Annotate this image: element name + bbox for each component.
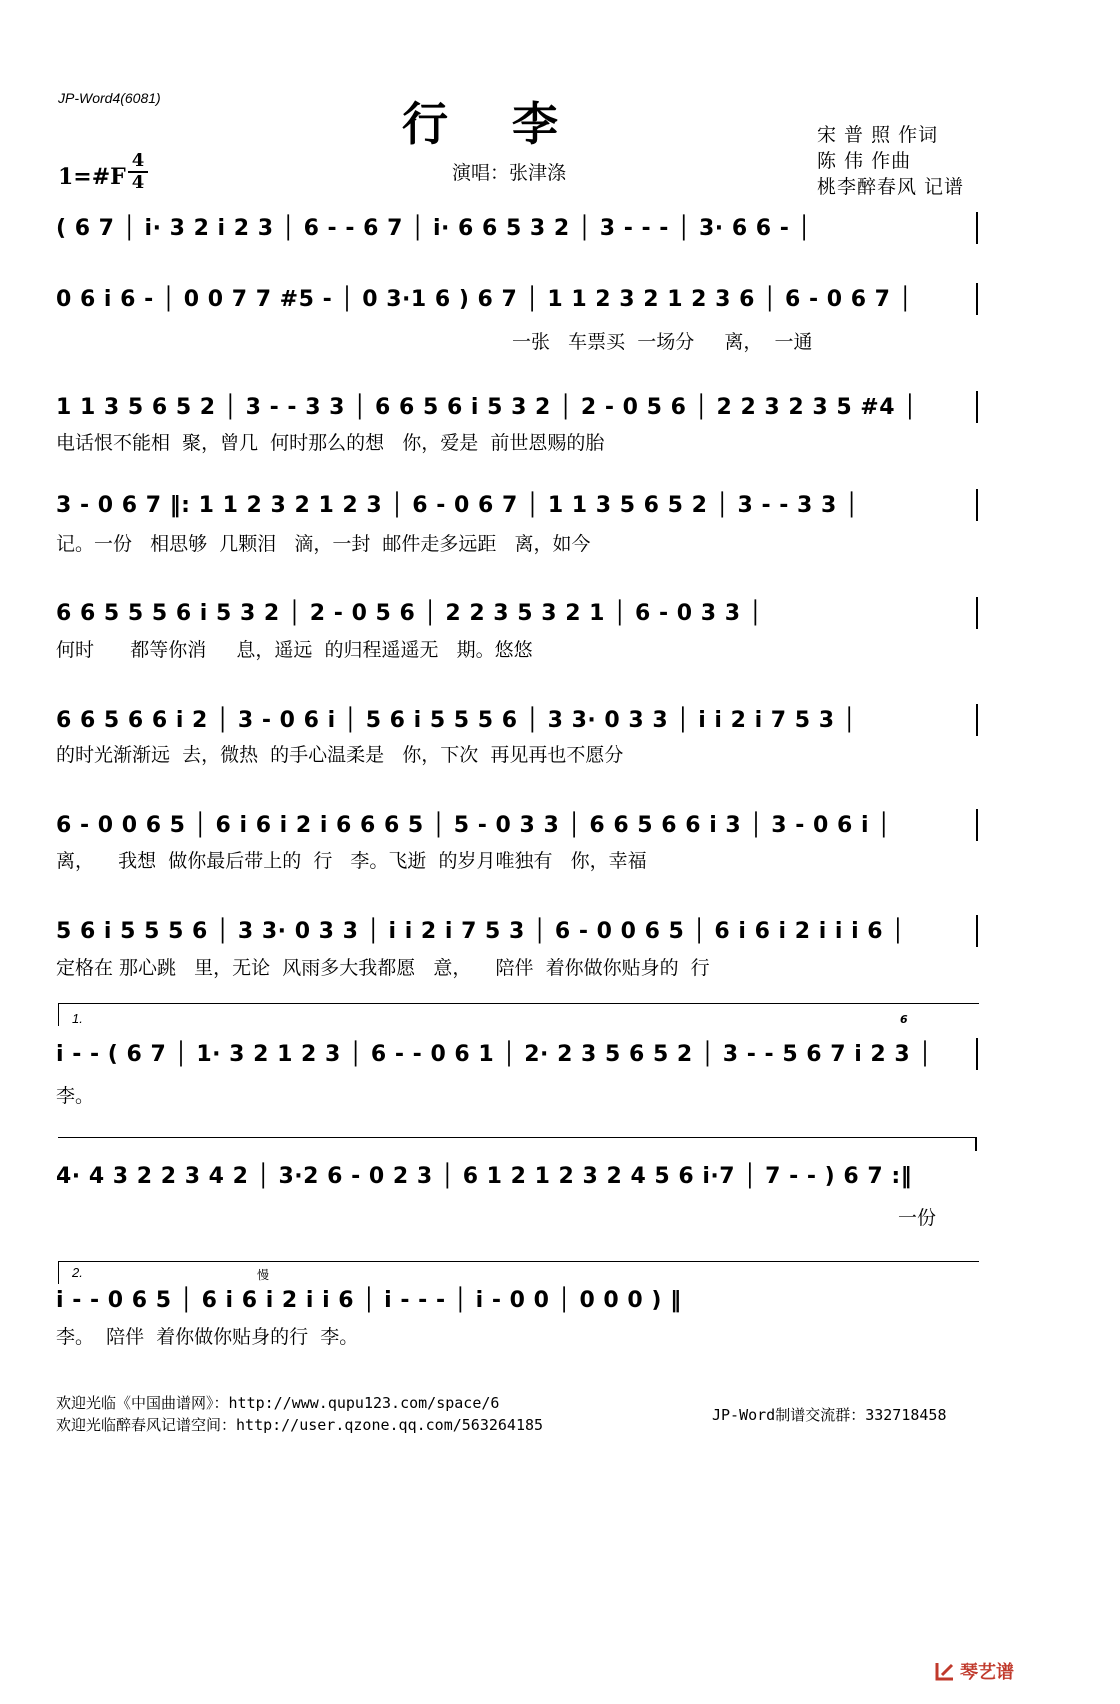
- lyrics-line-7: 离， 我想 做你最后带上的 行 李。飞逝 的岁月唯独有 你，幸福: [56, 850, 647, 872]
- transcriber-credit: 桃李醉春风 记谱: [817, 176, 965, 198]
- lyrics-line-5: 何时 都等你消 息，遥远 的归程遥遥无 期。悠悠: [56, 639, 533, 661]
- key-signature: 1=#F: [58, 164, 126, 190]
- watermark-logo: [934, 1658, 1014, 1684]
- page-title: 行李: [402, 97, 622, 151]
- volta-bracket-1-continued: [58, 1137, 976, 1138]
- lyrics-line-2: 一张 车票买 一场分 离， 一通: [512, 331, 813, 353]
- footer-link-2: 欢迎光临醉春风记谱空间：http://user.qzone.qq.com/563264185: [56, 1416, 544, 1434]
- score-system-1: ( 6 7 │ i· 3 2 i 2 3 │ 6 - - 6 7 │ i· 6 6 5 3 2 │ 3 - - - │ 3· 6 6 - │: [56, 216, 812, 241]
- score-system-2: 0 6 i 6 - │ 0 0 7 7 #5 - │ 0 3·1 6 ) 6 7 │ 1 1 2 3 2 1 2 3 6 │ 6 - 0 6 7 │: [56, 287, 913, 312]
- lyricist-credit: 宋 普 照 作词: [817, 124, 939, 146]
- barline: [976, 391, 978, 423]
- software-tag: JP-Word4(6081): [58, 90, 161, 106]
- barline: [976, 489, 978, 521]
- lyrics-line-4: 记。一份 相思够 几颗泪 滴，一封 邮件走多远距 离，如今: [56, 533, 591, 555]
- barline: [976, 915, 978, 947]
- barline: [976, 1038, 978, 1070]
- score-system-6: 6 6 5 6 6 i 2 │ 3 - 0 6 i │ 5 6 i 5 5 5 6 │ 3 3· 0 3 3 │ i i 2 i 7 5 3 │: [56, 708, 857, 733]
- score-system-4: 3 - 0 6 7 ‖: 1 1 2 3 2 1 2 3 │ 6 - 0 6 7 │ 1 1 3 5 6 5 2 │ 3 - - 3 3 │: [56, 493, 859, 518]
- footer-group: JP-Word制谱交流群：332718458: [712, 1406, 947, 1424]
- lyrics-line-6: 的时光渐渐远 去，微热 的手心温柔是 你，下次 再见再也不愿分: [56, 744, 624, 766]
- footer-link-1: 欢迎光临《中国曲谱网》：http://www.qupu123.com/space/6: [56, 1394, 500, 1412]
- barline: [976, 283, 978, 315]
- time-signature: 4 4: [128, 152, 148, 192]
- barline: [976, 212, 978, 244]
- tuplet-number: 6: [900, 1013, 908, 1026]
- score-system-8: 5 6 i 5 5 5 6 │ 3 3· 0 3 3 │ i i 2 i 7 5 3 │ 6 - 0 0 6 5 │ 6 i 6 i 2 i i i 6 │: [56, 919, 906, 944]
- score-system-3: 1 1 3 5 6 5 2 │ 3 - - 3 3 │ 6 6 5 6 i 5 3 2 │ 2 - 0 5 6 │ 2 2 3 2 3 5 #4 │: [56, 395, 917, 420]
- lyrics-line-10: 一份: [898, 1207, 937, 1229]
- lyrics-line-11: 李。 陪伴 着你做你贴身的行 李。: [56, 1326, 359, 1348]
- tempo-mark: 慢: [257, 1268, 270, 1282]
- volta-label-2: 2.: [72, 1265, 83, 1280]
- volta-bracket-2: [58, 1261, 979, 1284]
- watermark-text: 琴艺谱: [960, 1662, 1014, 1683]
- barline: [976, 597, 978, 629]
- singer-credit: 演唱：张津涤: [452, 162, 567, 184]
- lyrics-line-9: 李。: [56, 1085, 95, 1107]
- logo-icon: [934, 1660, 956, 1682]
- volta-bracket-1: [58, 1003, 979, 1026]
- score-system-5: 6 6 5 5 5 6 i 5 3 2 │ 2 - 0 5 6 │ 2 2 3 5 3 2 1 │ 6 - 0 3 3 │: [56, 601, 763, 626]
- volta-end: [975, 1137, 977, 1151]
- score-system-9: i - - ( 6 7 │ 1· 3 2 1 2 3 │ 6 - - 0 6 1 │ 2· 2 3 5 6 5 2 │ 3 - - 5 6 7 i 2 3 │: [56, 1042, 933, 1067]
- score-system-7: 6 - 0 0 6 5 │ 6 i 6 i 2 i 6 6 6 5 │ 5 - 0 3 3 │ 6 6 5 6 6 i 3 │ 3 - 0 6 i │: [56, 813, 891, 838]
- score-system-10: 4· 4 3 2 2 3 4 2 │ 3·2 6 - 0 2 3 │ 6 1 2 1 2 3 2 4 5 6 i·7 │ 7 - - ) 6 7 :‖: [56, 1164, 913, 1189]
- score-system-11: i - - 0 6 5 │ 6 i 6 i 2 i i 6 │ i - - - │ i - 0 0 │ 0 0 0 ) ‖: [56, 1288, 682, 1313]
- barline: [976, 809, 978, 841]
- lyrics-line-8: 定格在 那心跳 里，无论 风雨多大我都愿 意， 陪伴 着你做你贴身的 行: [56, 957, 710, 979]
- composer-credit: 陈 伟 作曲: [817, 150, 912, 172]
- lyrics-line-3: 电话恨不能相 聚，曾几 何时那么的想 你，爱是 前世恩赐的胎: [56, 432, 605, 454]
- volta-label-1: 1.: [72, 1011, 83, 1026]
- barline: [976, 704, 978, 736]
